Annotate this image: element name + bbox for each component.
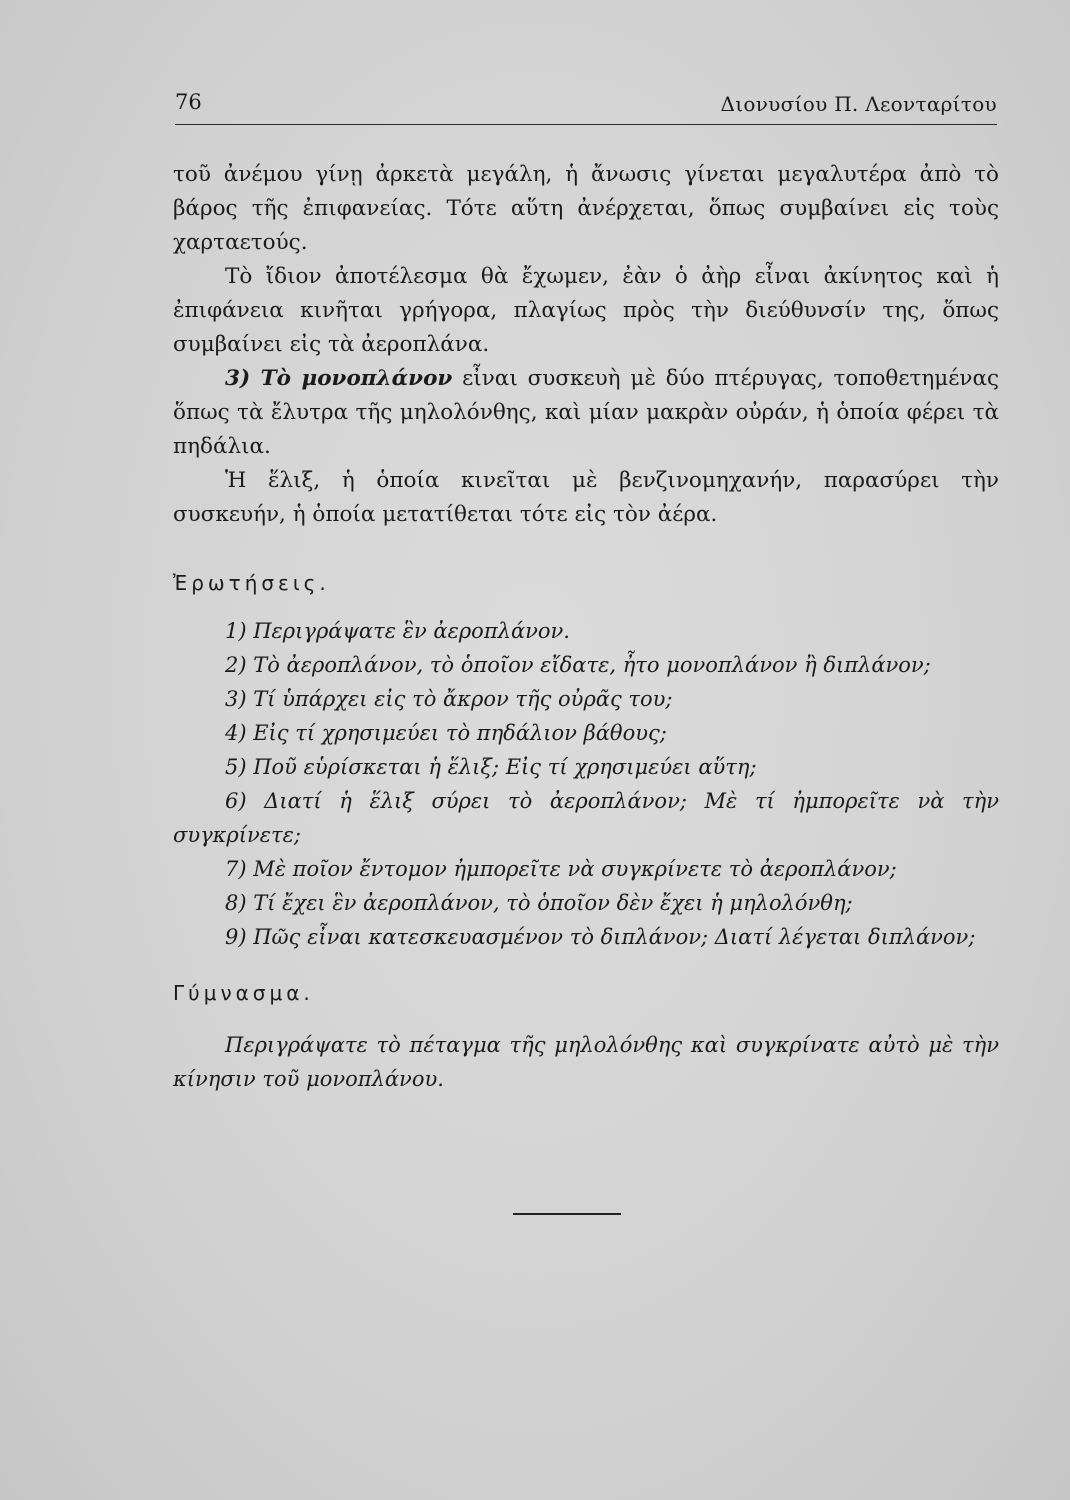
- paragraph-2: Τὸ ἴδιον ἀποτέλεσμα θὰ ἔχωμεν, ἐὰν ὁ ἀὴρ εἶναι ἀκίνητος καὶ ἡ ἐπιφάνεια κινῆται γρήγορα, πλαγίως πρὸς τὴν διεύθυνσίν της, ὅπως συμβαίνει εἰς τὰ ἀεροπλάνα.: [173, 264, 999, 357]
- question-1: 1) Περιγράψατε ἓν ἀεροπλάνον.: [225, 619, 570, 643]
- exercise-text: Περιγράψατε τὸ πέταγμα τῆς μηλολόνθης καὶ συγκρίνατε αὐτὸ μὲ τὴν κίνησιν τοῦ μονοπλάνου.: [173, 1033, 999, 1091]
- question-5: 5) Ποῦ εὑρίσκεται ἡ ἕλιξ; Εἰς τί χρησιμεύει αὕτη;: [225, 755, 757, 779]
- question-4: 4) Εἰς τί χρησιμεύει τὸ πηδάλιον βάθους;: [225, 721, 667, 745]
- running-head: Διονυσίου Π. Λεονταρίτου: [720, 92, 997, 116]
- paragraph-3: [173, 362, 999, 464]
- question-2: 2) Τὸ ἀεροπλάνον, τὸ ὁποῖον εἴδατε, ἦτο μονοπλάνον ἢ διπλάνον;: [225, 653, 931, 677]
- questions-list: [173, 614, 999, 954]
- question-8: 8) Τί ἔχει ἓν ἀεροπλάνον, τὸ ὁποῖον δὲν ἔχει ἡ μηλολόνθη;: [225, 891, 853, 915]
- paragraph-3-text: εἶναι συσκευὴ μὲ δύο πτέρυγας, τοποθετημένας ὅπως τὰ ἔλυτρα τῆς μηλολόνθης, καὶ μίαν μακρὰν οὐράν, ἡ ὁποία φέρει τὰ πηδάλια.: [173, 366, 1000, 459]
- monoplane-term: 3) Τὸ μονοπλάνον: [225, 366, 453, 391]
- question-7: 7) Μὲ ποῖον ἔντομον ἠμπορεῖτε νὰ συγκρίνετε τὸ ἀεροπλάνον;: [225, 857, 897, 881]
- page-body: [173, 158, 999, 1096]
- questions-title: Ἐρωτήσεις.: [173, 571, 330, 595]
- question-6: 6) Διατί ἡ ἕλιξ σύρει τὸ ἀεροπλάνον; Μὲ τί ἠμπορεῖτε νὰ τὴν συγκρίνετε;: [173, 789, 999, 847]
- page-header: [175, 88, 997, 125]
- page-number: 76: [175, 90, 202, 114]
- paragraph-4: Ἡ ἕλιξ, ἡ ὁποία κινεῖται μὲ βενζινομηχανήν, παρασύρει τὴν συσκευήν, ἡ ὁποία μετατίθεται τότε εἰς τὸν ἀέρα.: [173, 468, 999, 527]
- question-3: 3) Τί ὑπάρχει εἰς τὸ ἄκρον τῆς οὐρᾶς του;: [225, 687, 673, 711]
- exercise-title: Γύμνασμα.: [173, 981, 314, 1005]
- question-9: 9) Πῶς εἶναι κατεσκευασμένον τὸ διπλάνον; Διατί λέγεται διπλάνον;: [225, 925, 976, 949]
- closing-rule: [513, 1213, 621, 1215]
- paragraph-1: τοῦ ἀνέμου γίνῃ ἀρκετὰ μεγάλη, ἡ ἄνωσις γίνεται μεγαλυτέρα ἀπὸ τὸ βάρος τῆς ἐπιφανείας. Τότε αὕτη ἀνέρχεται, ὅπως συμβαίνει εἰς τοὺς χαρταετούς.: [173, 162, 999, 255]
